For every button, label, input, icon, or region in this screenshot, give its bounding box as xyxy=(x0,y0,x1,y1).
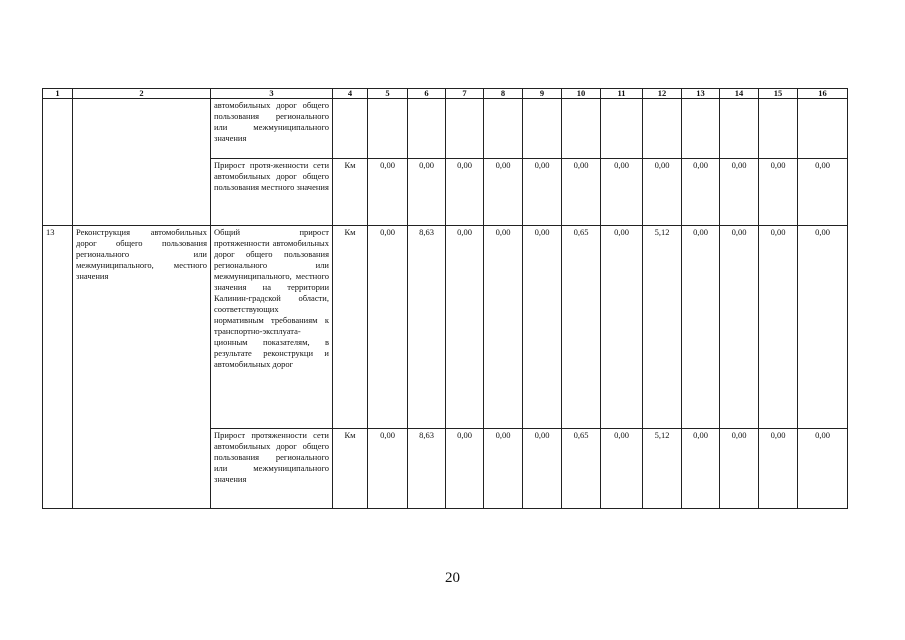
value-cell: 0,00 xyxy=(759,159,798,226)
value-cell xyxy=(798,99,848,159)
value-cell: 0,00 xyxy=(484,159,523,226)
value-cell: 0,00 xyxy=(720,429,759,509)
indicator-cell: автомобильных дорог общего пользования регионального или межмуниципального значения xyxy=(211,99,333,159)
value-cell: 0,65 xyxy=(562,226,601,429)
value-cell: 0,00 xyxy=(682,159,720,226)
value-cell: 0,00 xyxy=(523,226,562,429)
value-cell: 8,63 xyxy=(408,429,446,509)
header-cell: 11 xyxy=(601,89,643,99)
header-cell: 8 xyxy=(484,89,523,99)
value-cell: 0,00 xyxy=(446,226,484,429)
value-cell: 0,65 xyxy=(562,429,601,509)
table-row xyxy=(43,226,848,429)
value-cell: 0,00 xyxy=(720,226,759,429)
unit-cell: Км xyxy=(333,226,368,429)
unit-cell: Км xyxy=(333,429,368,509)
activity-name-cell xyxy=(73,99,211,226)
value-cell: 0,00 xyxy=(484,429,523,509)
value-cell xyxy=(759,99,798,159)
value-cell: 0,00 xyxy=(408,159,446,226)
value-cell: 0,00 xyxy=(682,226,720,429)
header-cell: 14 xyxy=(720,89,759,99)
indicator-cell: Общий прирост протяженности автомобильных дорог общего пользования регионального или межмуниципального, местного значения на территории Калинин-градской области, соответствующих нормативным требованиям к транспортно-эксплуата-ционным показателям, в результате реконструкци и автомобильных дорог xyxy=(211,226,333,429)
value-cell: 0,00 xyxy=(682,429,720,509)
value-cell xyxy=(408,99,446,159)
header-cell: 13 xyxy=(682,89,720,99)
page-number: 20 xyxy=(445,570,460,586)
value-cell xyxy=(562,99,601,159)
value-cell: 0,00 xyxy=(368,226,408,429)
value-cell: 0,00 xyxy=(601,159,643,226)
value-cell: 0,00 xyxy=(446,429,484,509)
value-cell: 0,00 xyxy=(484,226,523,429)
value-cell: 0,00 xyxy=(562,159,601,226)
value-cell: 0,00 xyxy=(720,159,759,226)
header-cell: 1 xyxy=(43,89,73,99)
value-cell: 0,00 xyxy=(601,226,643,429)
unit-cell: Км xyxy=(333,159,368,226)
header-cell: 7 xyxy=(446,89,484,99)
header-cell: 2 xyxy=(73,89,211,99)
value-cell: 5,12 xyxy=(643,429,682,509)
row-number-cell: 13 xyxy=(43,226,73,509)
value-cell xyxy=(368,99,408,159)
indicator-cell: Прирост протяженности сети автомобильных дорог общего пользования регионального или межмуниципального значения xyxy=(211,429,333,509)
unit-cell xyxy=(333,99,368,159)
activity-name-cell: Реконструкция автомобильных дорог общего пользования регионального или межмуниципального, местного значения xyxy=(73,226,211,509)
value-cell xyxy=(601,99,643,159)
value-cell: 0,00 xyxy=(446,159,484,226)
table-row xyxy=(43,99,848,159)
row-number-cell xyxy=(43,99,73,226)
value-cell: 0,00 xyxy=(523,159,562,226)
value-cell: 0,00 xyxy=(798,159,848,226)
header-cell: 12 xyxy=(643,89,682,99)
value-cell: 5,12 xyxy=(643,226,682,429)
value-cell: 0,00 xyxy=(368,429,408,509)
value-cell xyxy=(523,99,562,159)
value-cell: 0,00 xyxy=(601,429,643,509)
header-cell: 6 xyxy=(408,89,446,99)
value-cell xyxy=(643,99,682,159)
value-cell: 0,00 xyxy=(759,429,798,509)
value-cell xyxy=(682,99,720,159)
value-cell xyxy=(720,99,759,159)
value-cell xyxy=(484,99,523,159)
value-cell: 0,00 xyxy=(798,226,848,429)
value-cell xyxy=(446,99,484,159)
value-cell: 0,00 xyxy=(759,226,798,429)
header-row xyxy=(43,89,848,99)
header-cell: 9 xyxy=(523,89,562,99)
header-cell: 10 xyxy=(562,89,601,99)
data-table xyxy=(42,88,848,509)
header-cell: 15 xyxy=(759,89,798,99)
value-cell: 0,00 xyxy=(523,429,562,509)
indicator-cell: Прирост протя-женности сети автомобильных дорог общего пользования местного значения xyxy=(211,159,333,226)
header-cell: 16 xyxy=(798,89,848,99)
value-cell: 8,63 xyxy=(408,226,446,429)
header-cell: 3 xyxy=(211,89,333,99)
header-cell: 4 xyxy=(333,89,368,99)
value-cell: 0,00 xyxy=(368,159,408,226)
value-cell: 0,00 xyxy=(798,429,848,509)
header-cell: 5 xyxy=(368,89,408,99)
value-cell: 0,00 xyxy=(643,159,682,226)
